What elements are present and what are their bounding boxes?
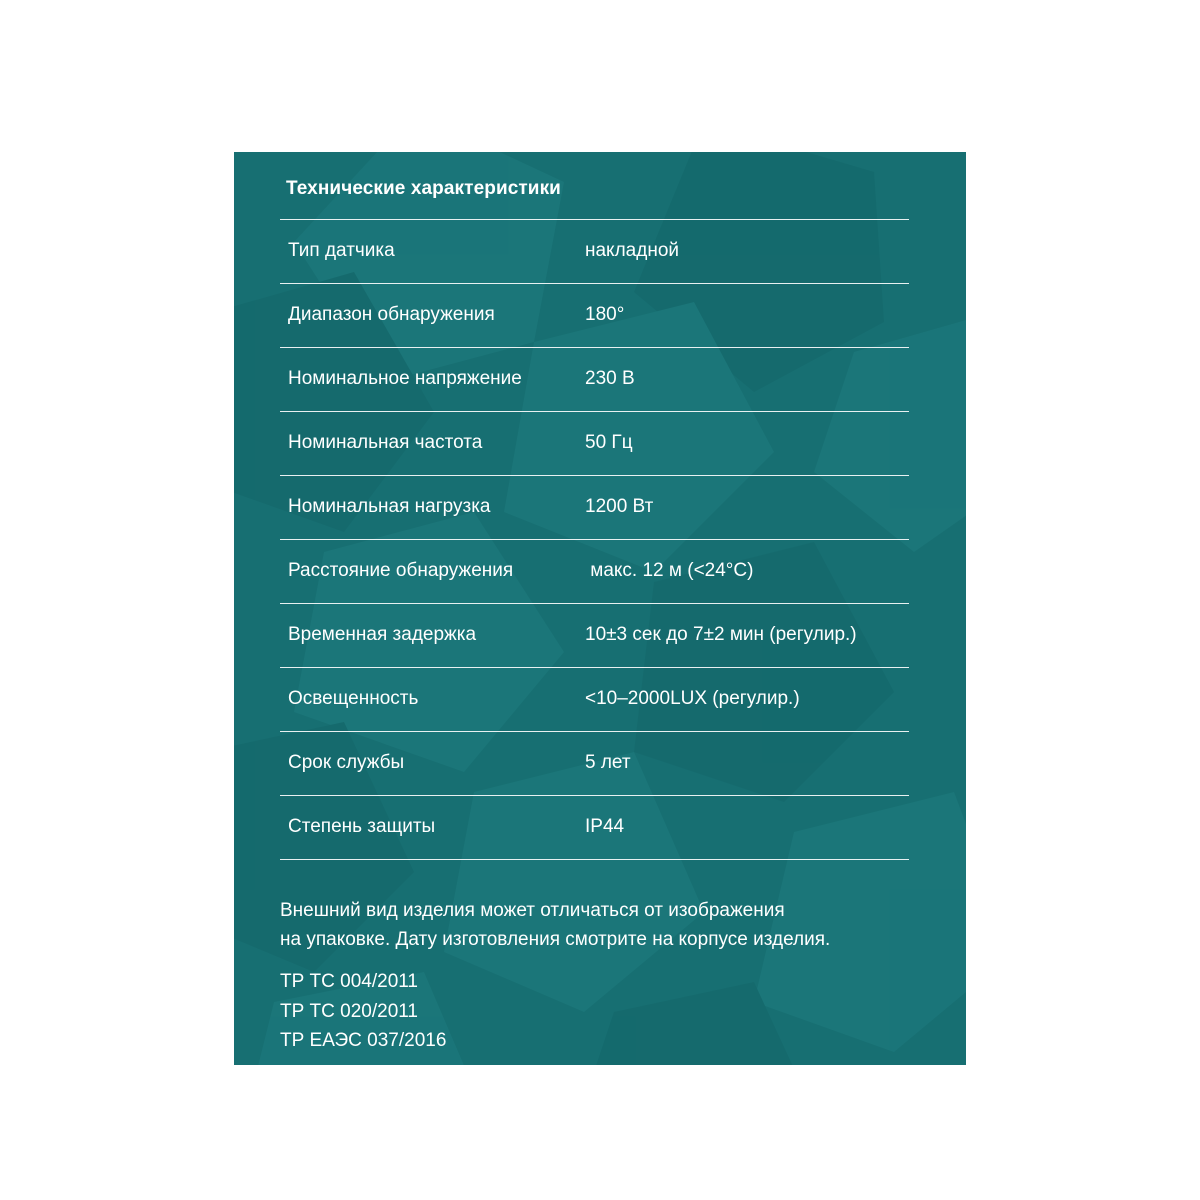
certification-item: ТР ТС 020/2011 [280,1000,419,1022]
spec-label: Освещенность [288,688,419,709]
disclaimer-line: на упаковке. Дату изготовления смотрите на корпусе изделия. [280,929,831,950]
spec-value: 1200 Вт [585,496,654,517]
spec-value: накладной [585,240,679,261]
spec-label: Диапазон обнаружения [288,304,495,325]
spec-row [280,796,909,860]
spec-value: 10±3 сек до 7±2 мин (регулир.) [585,624,857,645]
spec-row [280,604,909,668]
disclaimer-line: Внешний вид изделия может отличаться от изображения [280,900,785,921]
spec-row [280,412,909,476]
section-title: Технические характеристики [286,178,561,199]
spec-value: 180° [585,304,625,325]
spec-row [280,732,909,796]
spec-value: 230 В [585,368,635,389]
spec-label: Временная задержка [288,624,477,645]
spec-label: Номинальная нагрузка [288,496,491,517]
panel-content [234,152,966,1065]
spec-row [280,348,909,412]
spec-row [280,540,909,604]
spec-value: 50 Гц [585,432,633,453]
spec-label: Номинальная частота [288,432,483,453]
certification-list [280,967,446,1056]
spec-row [280,284,909,348]
spec-table [280,219,909,860]
spec-value: 5 лет [585,752,631,773]
spec-label: Срок службы [288,752,405,773]
certification-item: ТР ТС 004/2011 [280,971,419,992]
spec-value: IP44 [585,816,625,837]
spec-row [280,220,909,284]
spec-label: Номинальное напряжение [288,368,522,389]
spec-panel [234,152,966,1065]
spec-row [280,476,909,540]
disclaimer-note [280,896,830,954]
spec-label: Тип датчика [288,240,395,261]
spec-label: Степень защиты [288,816,436,837]
spec-row [280,668,909,732]
spec-label: Расстояние обнаружения [288,560,514,581]
spec-value: макс. 12 м (<24°C) [585,560,754,581]
spec-value: <10–2000LUX (регулир.) [585,688,800,709]
certification-item: ТР ЕАЭС 037/2016 [280,1030,447,1051]
